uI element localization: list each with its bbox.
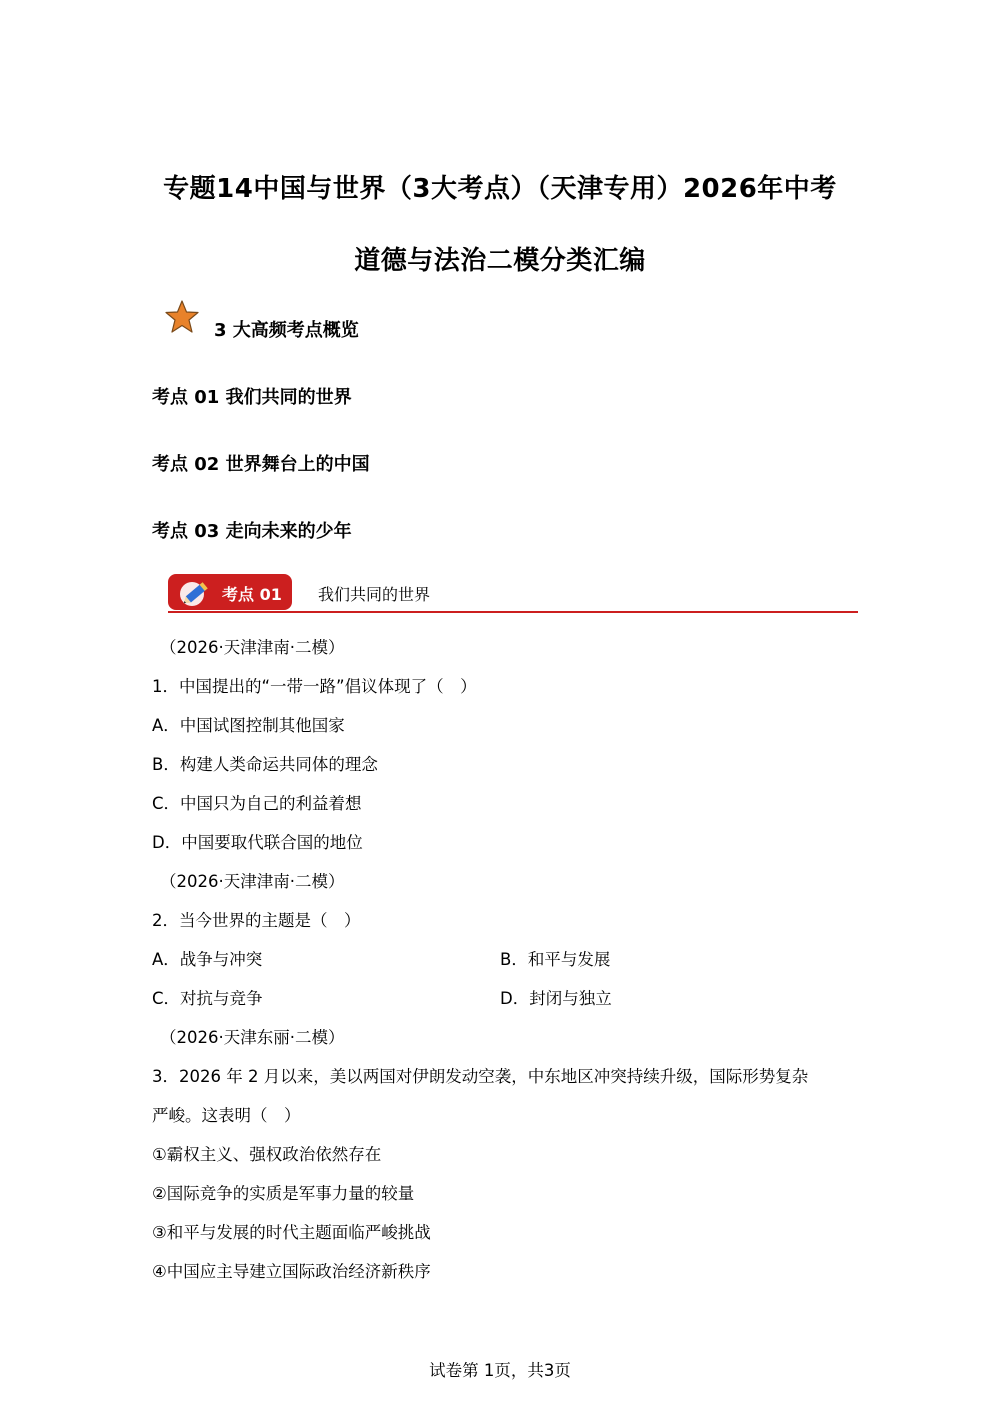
question-2-option-d[interactable]: D．封闭与独立 [500,989,612,1008]
question-1-option-c[interactable]: C．中国只为自己的利益着想 [152,794,362,813]
question-2-source: （2026·天津津南·二模） [160,872,345,891]
question-3-stem-line1: 3．2026 年 2 月以来，美以两国对伊朗发动空袭，中东地区冲突持续升级，国际形势复杂 [152,1067,809,1086]
document-title-line1: 专题14中国与世界（3大考点）（天津专用）2026年中考 [163,174,837,204]
question-1-option-b[interactable]: B．构建人类命运共同体的理念 [152,755,378,774]
overview-item-03[interactable]: 考点 03 走向未来的少年 [152,521,352,542]
section-tag-label: 考点 01 [222,585,282,604]
question-3-statement-4: ④中国应主导建立国际政治经济新秩序 [152,1262,431,1281]
question-1-source: （2026·天津津南·二模） [160,638,345,657]
question-3-statement-3: ③和平与发展的时代主题面临严峻挑战 [152,1223,431,1242]
overview-heading: 3 大高频考点概览 [214,320,359,341]
section-tag [168,574,292,610]
section-header [168,574,860,614]
question-2-option-b[interactable]: B．和平与发展 [500,950,611,969]
question-3-stem-line2: 严峻。这表明（ ） [152,1106,301,1125]
question-3-statement-2: ②国际竞争的实质是军事力量的较量 [152,1184,415,1203]
question-2-option-a[interactable]: A．战争与冲突 [152,950,263,969]
question-2-stem: 2．当今世界的主题是（ ） [152,911,361,930]
overview-item-01[interactable]: 考点 01 我们共同的世界 [152,387,352,408]
question-3-statement-1: ①霸权主义、强权政治依然存在 [152,1145,382,1164]
question-3-source: （2026·天津东丽·二模） [160,1028,345,1047]
document-title-line2: 道德与法治二模分类汇编 [354,246,646,276]
page-footer: 试卷第 1页，共3页 [429,1361,571,1380]
question-2-option-c[interactable]: C．对抗与竞争 [152,989,263,1008]
question-1-option-a[interactable]: A．中国试图控制其他国家 [152,716,345,735]
star-icon [165,300,199,334]
section-divider [168,611,858,613]
question-1-stem: 1．中国提出的“一带一路”倡议体现了（ ） [152,677,477,696]
section-title: 我们共同的世界 [318,587,431,604]
question-1-option-d[interactable]: D．中国要取代联合国的地位 [152,833,363,852]
overview-item-02[interactable]: 考点 02 世界舞台上的中国 [152,454,370,475]
pencil-icon [178,577,214,609]
